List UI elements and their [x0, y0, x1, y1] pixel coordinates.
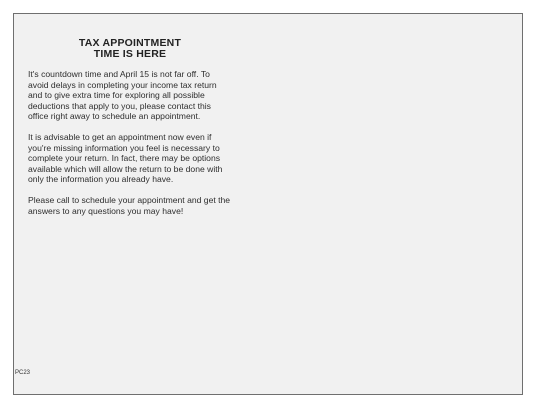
- product-code: PC23: [15, 370, 31, 376]
- body-paragraph-1: It's countdown time and April 15 is not far off. To avoid delays in completing your income tax return and to give extra time for exploring all possible deductions that apply to you, please contact this office right away to schedule an appointment.: [28, 69, 217, 122]
- body-paragraph-3: Please call to schedule your appointment and get the answers to any questions you may have!: [28, 194, 231, 216]
- postcard: [13, 13, 523, 395]
- postcard-content: [28, 38, 232, 226]
- title-line-1: TAX APPOINTMENT: [78, 37, 182, 49]
- title-line-2: TIME IS HERE: [93, 48, 167, 60]
- body-paragraph-2: It is advisable to get an appointment now even if you're missing information you feel is necessary to complete your return. In fact, there may be options available which will allow the return to be done with only the information you already have.: [28, 131, 223, 185]
- postcard-title: [28, 38, 232, 60]
